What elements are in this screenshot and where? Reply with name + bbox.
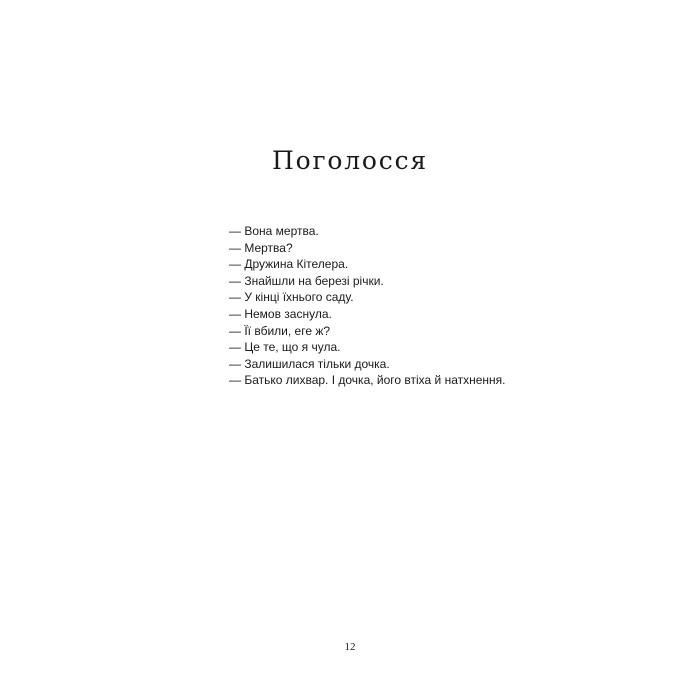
dialogue-block xyxy=(229,223,506,389)
chapter-title: Поголосся xyxy=(272,146,428,175)
dialogue-line: — У кінці їхнього саду. xyxy=(229,290,354,305)
dialogue-line: — Залишилася тільки дочка. xyxy=(229,356,390,371)
dialogue-line: — Знайшли на березі річки. xyxy=(229,273,384,288)
dialogue-line: — Вона мертва. xyxy=(229,224,319,238)
dialogue-line: — Її вбили, еге ж? xyxy=(229,323,331,338)
dialogue-line: — Батько лихвар. І дочка, його втіха й натхнення. xyxy=(229,373,506,388)
dialogue-line: — Немов заснула. xyxy=(229,306,332,321)
dialogue-line: — Мертва? xyxy=(229,240,293,255)
dialogue-line: — Це те, що я чула. xyxy=(229,340,341,355)
dialogue-line: — Дружина Кітелера. xyxy=(229,257,349,272)
page-number: 12 xyxy=(344,641,356,653)
